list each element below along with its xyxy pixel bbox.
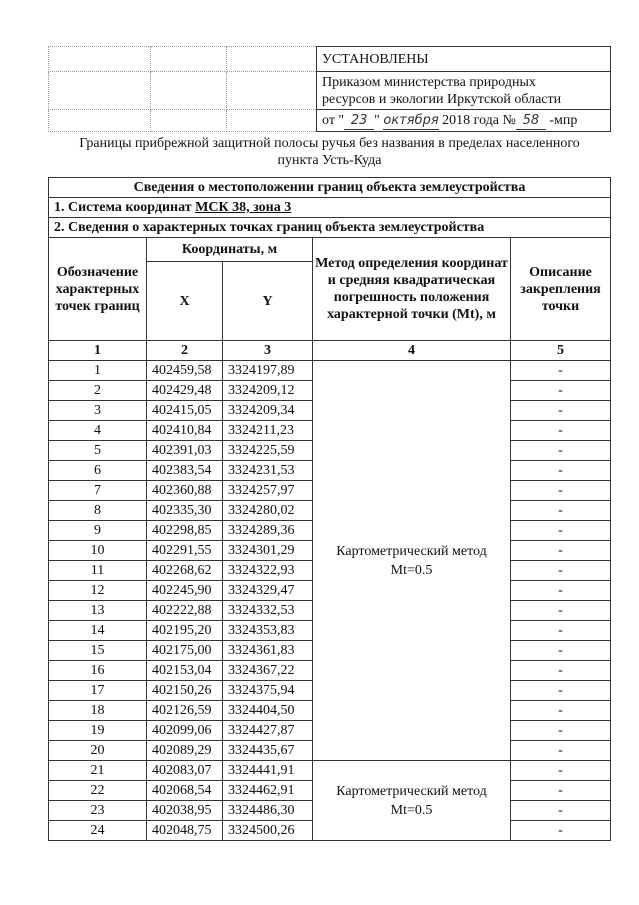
coord-x: 402048,75 (147, 821, 223, 841)
col-x-header: X (147, 262, 223, 341)
blank-cell (227, 110, 317, 132)
point-number: 10 (49, 541, 147, 561)
coord-x: 402222,88 (147, 601, 223, 621)
coord-y: 3324197,89 (223, 361, 313, 381)
point-number: 19 (49, 721, 147, 741)
fixing-description: - (511, 681, 611, 701)
coord-x: 402268,62 (147, 561, 223, 581)
coord-system-label: 1. Система координат (54, 200, 196, 215)
coord-x: 402083,07 (147, 761, 223, 781)
blank-cell (151, 110, 227, 132)
coord-x: 402153,04 (147, 661, 223, 681)
blank-cell (151, 47, 227, 72)
fixing-description: - (511, 581, 611, 601)
point-number: 8 (49, 501, 147, 521)
coord-x: 402360,88 (147, 481, 223, 501)
coord-y: 3324500,26 (223, 821, 313, 841)
coord-y: 3324462,91 (223, 781, 313, 801)
point-number: 18 (49, 701, 147, 721)
coord-y: 3324231,53 (223, 461, 313, 481)
method-cell (313, 761, 511, 841)
order-year: 2018 года № (442, 112, 516, 128)
coord-x: 402429,48 (147, 381, 223, 401)
coord-y: 3324375,94 (223, 681, 313, 701)
method-name: Картометрический метод (336, 543, 487, 559)
point-number: 15 (49, 641, 147, 661)
coord-x: 402383,54 (147, 461, 223, 481)
table-row (49, 761, 611, 781)
col-number: 2 (147, 341, 223, 361)
point-number: 14 (49, 621, 147, 641)
fixing-description: - (511, 481, 611, 501)
col-number: 5 (511, 341, 611, 361)
coord-y: 3324280,02 (223, 501, 313, 521)
col-point-header: Обозначение характерных точек границ (49, 238, 147, 341)
point-number: 7 (49, 481, 147, 501)
fixing-description: - (511, 541, 611, 561)
col-number: 4 (313, 341, 511, 361)
point-number: 16 (49, 661, 147, 681)
coord-y: 3324329,47 (223, 581, 313, 601)
coord-x: 402459,58 (147, 361, 223, 381)
coord-x: 402150,26 (147, 681, 223, 701)
date-prefix: от " (322, 112, 345, 128)
fixing-description: - (511, 621, 611, 641)
coord-y: 3324289,36 (223, 521, 313, 541)
method-name: Картометрический метод (336, 783, 487, 799)
approval-header (48, 46, 611, 132)
fixing-description: - (511, 781, 611, 801)
order-text (317, 72, 611, 110)
point-number: 20 (49, 741, 147, 761)
col-y-header: Y (223, 262, 313, 341)
method-accuracy: Mt=0.5 (390, 562, 433, 578)
method-cell (313, 361, 511, 761)
coord-y: 3324209,34 (223, 401, 313, 421)
order-month: октября (383, 112, 439, 128)
coord-y: 3324332,53 (223, 601, 313, 621)
point-number: 3 (49, 401, 147, 421)
coord-x: 402410,84 (147, 421, 223, 441)
coord-x: 402391,03 (147, 441, 223, 461)
coord-x: 402415,05 (147, 401, 223, 421)
order-date (317, 110, 611, 132)
coord-y: 3324367,22 (223, 661, 313, 681)
point-number: 4 (49, 421, 147, 441)
document-title (48, 135, 611, 169)
fixing-description: - (511, 441, 611, 461)
coord-x: 402038,95 (147, 801, 223, 821)
coord-x: 402126,59 (147, 701, 223, 721)
coord-x: 402175,00 (147, 641, 223, 661)
title-line-1: Границы прибрежной защитной полосы ручья без названия в пределах населенного (79, 136, 580, 151)
point-number: 22 (49, 781, 147, 801)
table-body (49, 361, 611, 841)
fixing-description: - (511, 561, 611, 581)
coord-y: 3324301,29 (223, 541, 313, 561)
fixing-description: - (511, 401, 611, 421)
established-label: УСТАНОВЛЕНЫ (317, 47, 611, 72)
coord-x: 402068,54 (147, 781, 223, 801)
point-number: 6 (49, 461, 147, 481)
method-accuracy: Mt=0.5 (390, 802, 433, 818)
col-coords-header: Координаты, м (147, 238, 313, 262)
fixing-description: - (511, 501, 611, 521)
coord-y: 3324486,30 (223, 801, 313, 821)
point-number: 2 (49, 381, 147, 401)
fixing-description: - (511, 361, 611, 381)
col-number: 3 (223, 341, 313, 361)
coord-y: 3324435,67 (223, 741, 313, 761)
fixing-description: - (511, 381, 611, 401)
point-number: 23 (49, 801, 147, 821)
boundary-points-table (48, 177, 611, 841)
point-number: 11 (49, 561, 147, 581)
coord-x: 402099,06 (147, 721, 223, 741)
fixing-description: - (511, 601, 611, 621)
fixing-description: - (511, 521, 611, 541)
point-number: 12 (49, 581, 147, 601)
order-day: 23 (344, 112, 374, 130)
coord-x: 402291,55 (147, 541, 223, 561)
section-title: Сведения о местоположении границ объекта землеустройства (49, 178, 611, 198)
order-number: 58 (516, 112, 546, 130)
order-suffix: -мпр (549, 112, 578, 128)
coord-y: 3324209,12 (223, 381, 313, 401)
point-number: 24 (49, 821, 147, 841)
coord-x: 402195,20 (147, 621, 223, 641)
point-number: 1 (49, 361, 147, 381)
col-method-header: Метод определения координат и средняя квадратическая погрешность положения характерной точки (Mt), м (313, 238, 511, 341)
fixing-description: - (511, 661, 611, 681)
coord-y: 3324225,59 (223, 441, 313, 461)
col-number: 1 (49, 341, 147, 361)
coord-system-row (49, 198, 611, 218)
fixing-description: - (511, 641, 611, 661)
col-desc-header: Описание закрепления точки (511, 238, 611, 341)
coord-y: 3324322,93 (223, 561, 313, 581)
blank-cell (151, 72, 227, 110)
coord-y: 3324353,83 (223, 621, 313, 641)
coord-y: 3324404,50 (223, 701, 313, 721)
coord-x: 402089,29 (147, 741, 223, 761)
blank-cell (227, 47, 317, 72)
point-number: 17 (49, 681, 147, 701)
order-line-2: ресурсов и экологии Иркутской области (322, 91, 562, 107)
blank-cell (227, 72, 317, 110)
point-number: 9 (49, 521, 147, 541)
coord-x: 402245,90 (147, 581, 223, 601)
fixing-description: - (511, 721, 611, 741)
fixing-description: - (511, 741, 611, 761)
fixing-description: - (511, 761, 611, 781)
title-line-2: пункта Усть-Куда (277, 153, 382, 168)
coord-system-value: МСК 38, зона 3 (195, 200, 292, 215)
coord-y: 3324361,83 (223, 641, 313, 661)
coord-y: 3324257,97 (223, 481, 313, 501)
blank-cell (49, 72, 151, 110)
coord-y: 3324211,23 (223, 421, 313, 441)
order-line-1: Приказом министерства природных (322, 74, 536, 90)
fixing-description: - (511, 801, 611, 821)
coord-y: 3324441,91 (223, 761, 313, 781)
fixing-description: - (511, 701, 611, 721)
blank-cell (49, 110, 151, 132)
fixing-description: - (511, 821, 611, 841)
point-number: 5 (49, 441, 147, 461)
fixing-description: - (511, 421, 611, 441)
points-heading: 2. Сведения о характерных точках границ объекта землеустройства (49, 218, 611, 238)
blank-cell (49, 47, 151, 72)
coord-x: 402298,85 (147, 521, 223, 541)
coord-x: 402335,30 (147, 501, 223, 521)
point-number: 13 (49, 601, 147, 621)
fixing-description: - (511, 461, 611, 481)
table-row (49, 361, 611, 381)
coord-y: 3324427,87 (223, 721, 313, 741)
quote-close: " (374, 112, 380, 128)
point-number: 21 (49, 761, 147, 781)
